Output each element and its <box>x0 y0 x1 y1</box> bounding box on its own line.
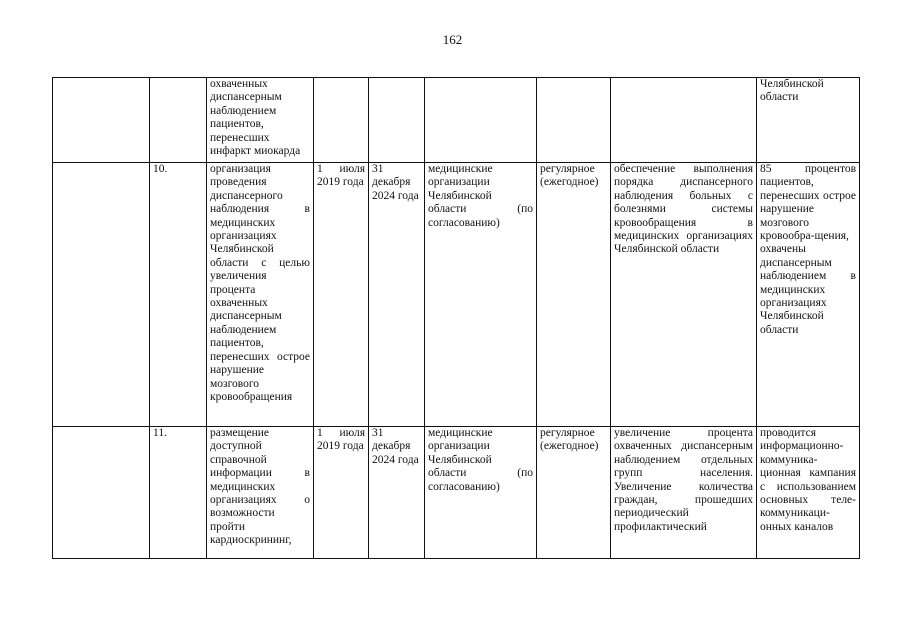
row-number-cell: 11. <box>150 427 207 559</box>
activity-cell: размещение доступной справочной информации в медицинских организациях о возможности пройти кардиоскрининг, <box>207 427 314 559</box>
table-row <box>53 163 860 427</box>
indicator-cell: Челябинской области <box>757 78 860 163</box>
start-date-cell: 1 июля 2019 года <box>314 427 369 559</box>
document-table <box>52 77 860 559</box>
start-date-cell <box>314 78 369 163</box>
type-cell: регулярное (ежегодное) <box>537 163 611 427</box>
row-number-cell <box>150 78 207 163</box>
start-date-cell: 1 июля 2019 года <box>314 163 369 427</box>
end-date-cell: 31 декабря 2024 года <box>369 163 425 427</box>
page-number: 162 <box>442 32 463 47</box>
executor-cell: медицинские организации Челябинской области (по согласованию) <box>425 163 537 427</box>
table-row <box>53 78 860 163</box>
type-cell: регулярное (ежегодное) <box>537 427 611 559</box>
result-cell <box>611 78 757 163</box>
indicator-cell: проводится информационно-коммуника-ционная кампания с использованием основных теле-коммуникаци-онных каналов <box>757 427 860 559</box>
end-date-cell <box>369 78 425 163</box>
executor-cell <box>425 78 537 163</box>
executor-cell: медицинские организации Челябинской области (по согласованию) <box>425 427 537 559</box>
activity-cell: охваченных диспансерным наблюдением пациентов, перенесших инфаркт миокарда <box>207 78 314 163</box>
blank-cell <box>53 163 150 427</box>
table-row <box>53 427 860 559</box>
row-number-cell: 10. <box>150 163 207 427</box>
indicator-cell: 85 процентов пациентов, перенесших острое нарушение мозгового кровообра-щения, охвачены диспансерным наблюдением в медицинских организациях Челябинской области <box>757 163 860 427</box>
activity-cell: организация проведения диспансерного наблюдения в медицинских организациях Челябинской области с целью увеличения процента охваченных диспансерным наблюдением пациентов, перенесших острое нарушение мозгового кровообращения <box>207 163 314 427</box>
result-cell: увеличение процента охваченных диспансерным наблюдением отдельных групп населения. Увеличение количества граждан, прошедших периодический профилактический <box>611 427 757 559</box>
blank-cell <box>53 78 150 163</box>
blank-cell <box>53 427 150 559</box>
result-cell: обеспечение выполнения порядка диспансерного наблюдения больных с болезнями системы кровообращения в медицинских организациях Челябинской области <box>611 163 757 427</box>
end-date-cell: 31 декабря 2024 года <box>369 427 425 559</box>
type-cell <box>537 78 611 163</box>
